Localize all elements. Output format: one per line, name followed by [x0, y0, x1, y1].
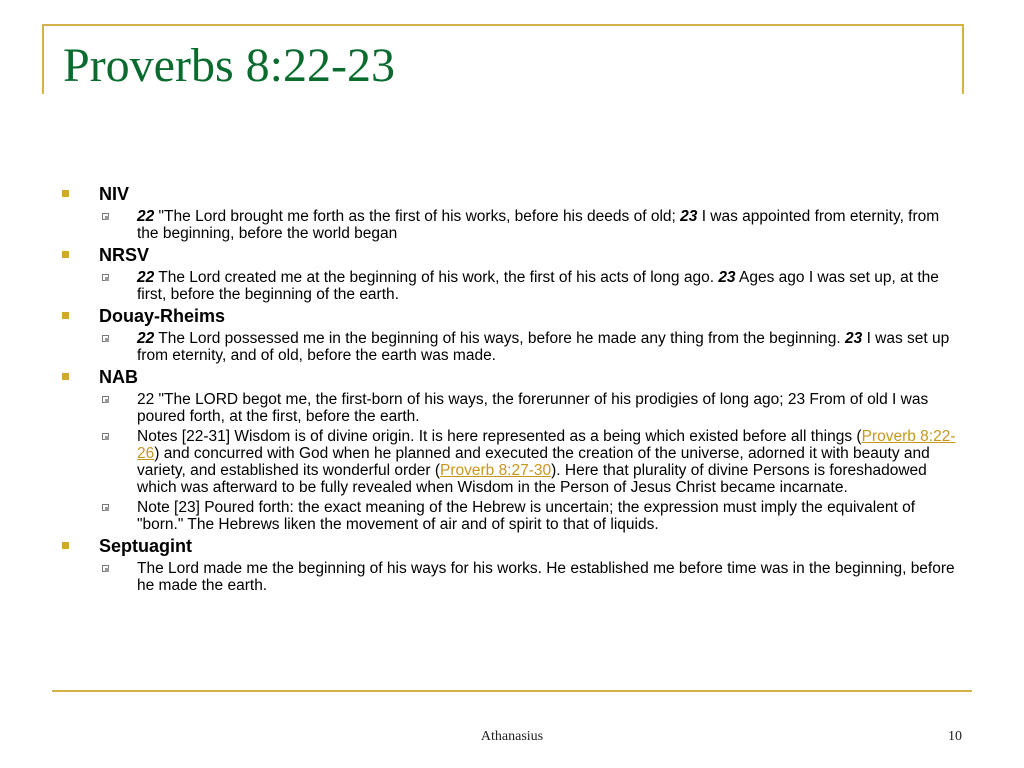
verse-item: [62, 208, 962, 242]
proverb-8-22-26-link[interactable]: Proverb 8:22-26: [137, 428, 956, 462]
section-heading-nab: NAB: [62, 366, 962, 388]
footer-author: Athanasius: [480, 729, 544, 744]
verse-item: [62, 330, 962, 364]
verse-item: [62, 269, 962, 303]
verse-number: 23: [718, 269, 736, 286]
square-bullet-icon: [62, 190, 69, 197]
note-item: [62, 499, 962, 533]
section-heading-douay-rheims: Douay-Rheims: [62, 305, 962, 327]
hollow-square-bullet-icon: [102, 335, 109, 342]
verse-number: 22: [137, 208, 155, 225]
proverb-8-27-30-link[interactable]: Proverb 8:27-30: [439, 462, 552, 479]
verse-item: [62, 560, 962, 594]
notes-item: [62, 428, 962, 496]
section-heading-septuagint: Septuagint: [62, 535, 962, 557]
page-number: 10: [948, 729, 962, 744]
hollow-square-bullet-icon: [102, 396, 109, 403]
verse-text: The Lord possessed me in the beginning of his ways, before he made any thing from the beginning.: [154, 330, 846, 347]
slide-body: [62, 181, 962, 594]
verse-text: I was appointed from eternity, from the beginning, before the world began: [137, 208, 940, 242]
notes-text: ) and concurred with God when he planned and executed the creation of the universe, adorned it with beauty and variety, and established its wonderful order (: [137, 445, 930, 479]
verse-text: Ages ago I was set up, at the first, before the beginning of the earth.: [137, 269, 939, 303]
verse-text: 22 "The LORD begot me, the first-born of his ways, the forerunner of his prodigies of long ago; 23 From of old I was poured forth, at the first, before the earth.: [137, 391, 929, 425]
hollow-square-bullet-icon: [102, 213, 109, 220]
notes-text: ). Here that plurality of divine Persons is foreshadowed which was afterward to be fully revealed when Wisdom in the Person of Jesus Christ became incarnate.: [137, 462, 927, 496]
verse-text: I was set up from eternity, and of old, before the earth was made.: [137, 330, 950, 364]
section-heading-nrsv: NRSV: [62, 244, 962, 266]
note-text: Note [23] Poured forth: the exact meaning of the Hebrew is uncertain; the expression must imply the equivalent of "born." The Hebrews liken the movement of air and of spirit to that of liquids.: [137, 499, 916, 533]
square-bullet-icon: [62, 542, 69, 549]
left-frame-line: [42, 24, 44, 94]
square-bullet-icon: [62, 312, 69, 319]
slide-title: Proverbs 8:22-23: [63, 39, 395, 92]
top-frame-line: [42, 24, 964, 26]
right-frame-line: [962, 24, 964, 94]
verse-number: 23: [845, 330, 863, 347]
square-bullet-icon: [62, 251, 69, 258]
verse-item: [62, 391, 962, 425]
footer-rule: [52, 690, 972, 692]
verse-number: 23: [680, 208, 698, 225]
verse-text: The Lord made me the beginning of his ways for his works. He established me before time was in the beginning, before he made the earth.: [137, 560, 955, 594]
verse-number: 22: [137, 330, 155, 347]
square-bullet-icon: [62, 373, 69, 380]
notes-text: Notes [22-31] Wisdom is of divine origin. It is here represented as a being which existed before all things (: [137, 428, 862, 445]
verse-text: The Lord created me at the beginning of his work, the first of his acts of long ago.: [154, 269, 719, 286]
verse-text: "The Lord brought me forth as the first of his works, before his deeds of old;: [154, 208, 681, 225]
hollow-square-bullet-icon: [102, 274, 109, 281]
hollow-square-bullet-icon: [102, 565, 109, 572]
hollow-square-bullet-icon: [102, 433, 109, 440]
section-heading-niv: NIV: [62, 183, 962, 205]
verse-number: 22: [137, 269, 155, 286]
hollow-square-bullet-icon: [102, 504, 109, 511]
